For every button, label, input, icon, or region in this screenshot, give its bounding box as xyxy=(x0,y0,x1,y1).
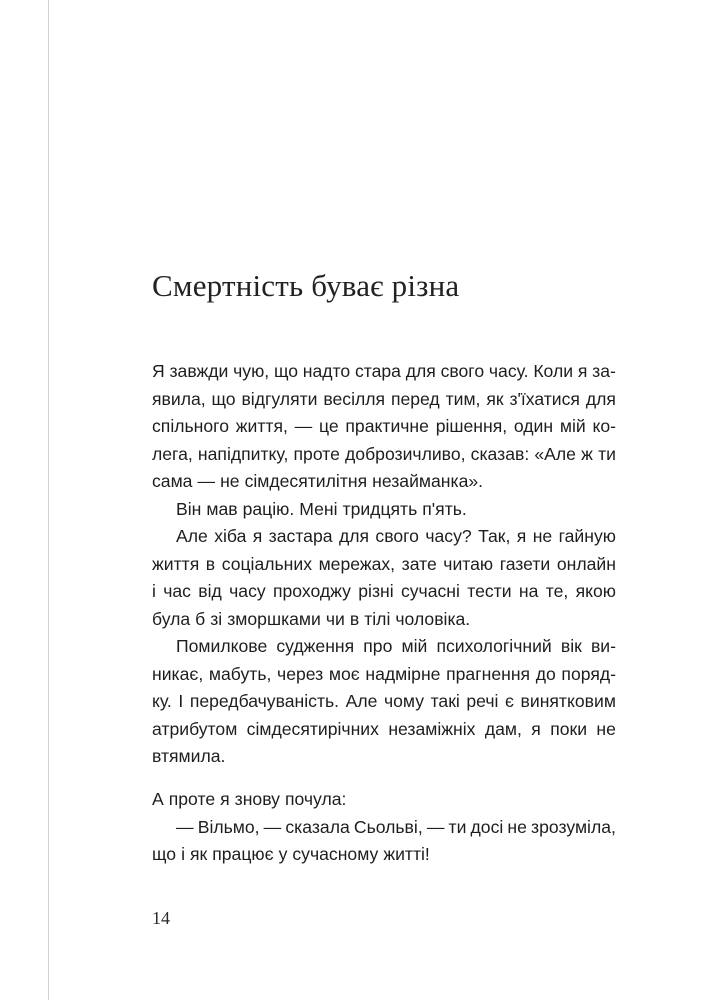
text-line xyxy=(152,468,616,496)
word: читаю xyxy=(443,553,494,574)
word: життя, xyxy=(235,416,288,436)
word: сказала xyxy=(285,816,350,837)
word: напідпитку, xyxy=(197,443,289,464)
word: сучасні xyxy=(400,581,460,601)
word: — xyxy=(294,416,313,436)
word: є xyxy=(504,691,514,711)
word: судження xyxy=(276,636,355,656)
word: це xyxy=(318,416,339,436)
word: моє xyxy=(328,663,360,684)
word: гайную xyxy=(558,526,616,546)
word: відгуляти xyxy=(241,388,318,409)
word: мабуть, xyxy=(208,663,272,684)
text-line xyxy=(152,496,616,524)
word: поряд- xyxy=(561,663,616,684)
word: онлайн xyxy=(556,553,616,574)
word: чи xyxy=(325,608,345,629)
word: ти xyxy=(448,816,467,837)
word: застара xyxy=(268,526,333,546)
word: надто xyxy=(302,361,351,381)
word: часу? xyxy=(425,526,472,546)
word: перед xyxy=(390,388,440,409)
word: рішення, xyxy=(435,416,508,436)
word: Він xyxy=(176,498,202,519)
word: через xyxy=(277,663,324,684)
word: була xyxy=(152,608,191,629)
body-text-block-1 xyxy=(152,358,616,771)
word: втямила. xyxy=(152,746,226,766)
text-line xyxy=(152,551,616,579)
word: один xyxy=(513,416,554,436)
word: весілля xyxy=(323,388,386,409)
word: я xyxy=(577,361,588,381)
word: якою xyxy=(575,581,616,601)
text-line xyxy=(152,786,616,814)
text-line xyxy=(152,606,616,634)
word: що xyxy=(273,361,298,381)
word: винятковим xyxy=(520,691,616,711)
word: Коли xyxy=(533,361,574,381)
word: мережах, xyxy=(318,553,396,574)
word: як xyxy=(486,388,504,409)
word: на xyxy=(518,581,539,601)
word: чую, xyxy=(233,361,270,381)
word: ж xyxy=(581,443,593,464)
text-line xyxy=(152,841,616,869)
word: часу. xyxy=(488,361,529,381)
word: для xyxy=(405,361,436,381)
word: я xyxy=(516,526,527,546)
word: проходжу xyxy=(273,581,351,601)
word: і xyxy=(181,844,185,864)
word: тести xyxy=(467,581,512,601)
word: «Але xyxy=(534,443,576,464)
text-line xyxy=(152,814,616,842)
text-line xyxy=(152,633,616,661)
word: я xyxy=(252,526,263,546)
text-line xyxy=(152,413,616,441)
word: про xyxy=(363,636,393,656)
word: зате xyxy=(401,553,437,574)
word: час xyxy=(163,581,191,601)
chapter-title: Смертність буває різна xyxy=(152,268,460,303)
page-number: 14 xyxy=(152,908,170,928)
word: в xyxy=(205,553,216,574)
word: доброзичливо, xyxy=(345,443,466,464)
word: вік xyxy=(560,636,582,656)
word: речі xyxy=(466,691,499,711)
word: явила, xyxy=(152,388,206,409)
word: І xyxy=(178,691,184,711)
body-text-block-2 xyxy=(152,786,616,869)
word: надмірне xyxy=(365,663,441,684)
word: житті! xyxy=(383,844,430,864)
word: Я xyxy=(152,361,165,381)
word: зі xyxy=(210,608,223,629)
text-line xyxy=(152,523,616,551)
word: з'їхатися xyxy=(509,388,580,409)
word: працює xyxy=(212,844,274,864)
word: дам, xyxy=(484,718,522,739)
word: для xyxy=(585,388,616,409)
word: зморшками xyxy=(227,608,321,629)
word: що xyxy=(211,388,236,409)
word: — xyxy=(263,816,282,837)
word: Помилкове xyxy=(176,636,268,656)
word: я xyxy=(220,789,230,809)
word: свого xyxy=(375,526,419,546)
word: тілі xyxy=(364,608,391,629)
word: від xyxy=(198,581,222,601)
word: газети xyxy=(499,553,551,574)
word: в xyxy=(349,608,360,629)
word: стара xyxy=(354,361,401,381)
word: Вільмо, xyxy=(197,816,260,837)
word: практичне xyxy=(345,416,429,436)
word: почула: xyxy=(284,789,347,809)
word: Так, xyxy=(478,526,511,546)
word: і xyxy=(152,581,156,601)
text-line xyxy=(152,386,616,414)
word: незайманка». xyxy=(372,471,484,491)
word: передбачуваність. xyxy=(189,691,340,711)
word: сучасному xyxy=(292,844,379,864)
word: Але xyxy=(176,526,208,546)
text-line xyxy=(152,578,616,606)
word: досі xyxy=(470,816,504,837)
word: лега, xyxy=(152,443,193,464)
word: часу xyxy=(229,581,266,601)
word: мій xyxy=(401,636,428,656)
word: зрозуміла, xyxy=(531,816,616,837)
word: не xyxy=(596,718,616,739)
word: проте xyxy=(293,443,340,464)
word: ви- xyxy=(590,636,616,656)
text-line xyxy=(152,716,616,744)
word: атрибутом xyxy=(152,718,238,739)
word: сімдесятилітня xyxy=(244,471,368,491)
word: — xyxy=(176,816,194,837)
word: — xyxy=(426,816,445,837)
word: прагнення xyxy=(446,663,531,684)
word: для xyxy=(338,526,369,546)
word: тридцять xyxy=(342,498,418,519)
word: не xyxy=(507,816,527,837)
word: чому xyxy=(383,691,425,711)
word: у xyxy=(278,844,288,864)
text-line xyxy=(152,358,616,386)
word: Сьольві, xyxy=(353,816,423,837)
word: сказав: xyxy=(470,443,530,464)
word: за- xyxy=(592,361,616,381)
word: знову xyxy=(234,789,280,809)
text-line xyxy=(152,688,616,716)
word: ко- xyxy=(592,416,616,436)
word: завжди xyxy=(169,361,229,381)
word: мій xyxy=(559,416,586,436)
word: такі xyxy=(430,691,460,711)
word: сама xyxy=(152,471,193,491)
word: соціальних xyxy=(221,553,313,574)
word: ку. xyxy=(152,691,172,711)
word: різні xyxy=(358,581,394,601)
word: чоловіка. xyxy=(395,608,471,629)
text-line xyxy=(152,661,616,689)
word: Але xyxy=(345,691,378,711)
word: проте xyxy=(168,789,216,809)
word: свого xyxy=(440,361,485,381)
word: никає, xyxy=(152,663,204,684)
word: не xyxy=(220,471,240,491)
word: п'ять. xyxy=(422,498,467,519)
text-line xyxy=(152,743,616,771)
text-line xyxy=(152,441,616,469)
word: не xyxy=(532,526,553,546)
word: те, xyxy=(545,581,569,601)
word: психологічний xyxy=(436,636,552,656)
page-spine-edge xyxy=(48,0,49,1000)
word: як xyxy=(189,844,208,864)
word: Мені xyxy=(299,498,338,519)
word: хіба xyxy=(214,526,247,546)
word: я xyxy=(531,718,541,739)
word: що xyxy=(152,844,177,864)
word: спільного xyxy=(152,416,229,436)
word: — xyxy=(197,471,216,491)
word: поки xyxy=(550,718,588,739)
word: незаміжніх xyxy=(388,718,476,739)
word: рацію. xyxy=(242,498,295,519)
word: ти xyxy=(598,443,616,464)
word: до xyxy=(535,663,556,684)
word: б xyxy=(195,608,206,629)
word: життя xyxy=(152,553,200,574)
word: А xyxy=(152,789,164,809)
word: сімдесятирічних xyxy=(246,718,379,739)
word: мав xyxy=(206,498,238,519)
word: тим, xyxy=(445,388,481,409)
